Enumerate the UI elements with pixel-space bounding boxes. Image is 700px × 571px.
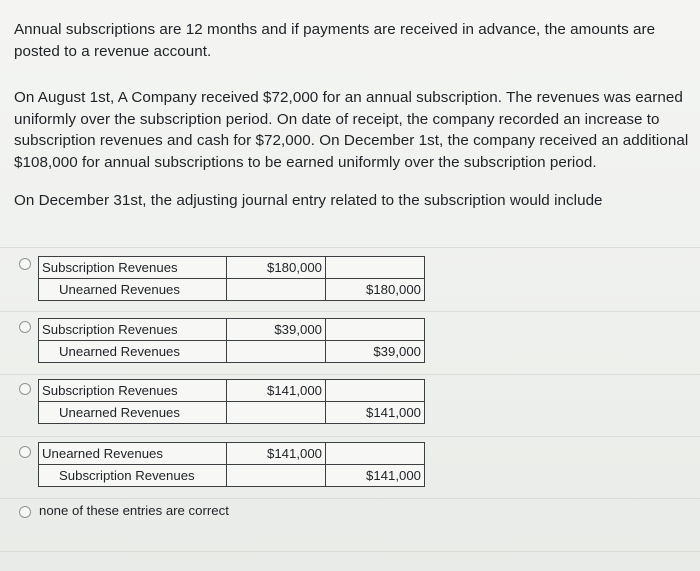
credit-amount-empty bbox=[326, 443, 425, 465]
credit-amount-empty bbox=[326, 380, 425, 402]
credit-row bbox=[39, 341, 425, 363]
divider bbox=[0, 498, 700, 499]
debit-amount-empty bbox=[227, 279, 326, 301]
credit-amount: $141,000 bbox=[326, 465, 425, 487]
credit-account: Unearned Revenues bbox=[39, 402, 227, 424]
debit-amount: $141,000 bbox=[227, 443, 326, 465]
journal-entry-table-option-3 bbox=[38, 379, 425, 424]
debit-account: Unearned Revenues bbox=[39, 443, 227, 465]
credit-row bbox=[39, 465, 425, 487]
question-paragraph-intro: Annual subscriptions are 12 months and if payments are received in advance, the amounts are posted to a revenue account. bbox=[14, 21, 656, 60]
answer-option-3[interactable] bbox=[0, 378, 700, 438]
debit-row bbox=[39, 257, 425, 279]
debit-account: Subscription Revenues bbox=[39, 380, 227, 402]
radio-button-option-1[interactable] bbox=[19, 258, 31, 270]
debit-row bbox=[39, 380, 425, 402]
radio-button-option-3[interactable] bbox=[19, 383, 31, 395]
debit-amount: $180,000 bbox=[227, 257, 326, 279]
credit-amount: $180,000 bbox=[326, 279, 425, 301]
credit-amount: $39,000 bbox=[326, 341, 425, 363]
none-option-label[interactable]: none of these entries are correct bbox=[39, 503, 229, 518]
answer-option-1[interactable] bbox=[0, 253, 700, 313]
debit-amount: $39,000 bbox=[227, 319, 326, 341]
journal-entry-table-option-4 bbox=[38, 442, 425, 487]
radio-button-option-2[interactable] bbox=[19, 321, 31, 333]
radio-button-option-none[interactable] bbox=[19, 506, 31, 518]
credit-amount: $141,000 bbox=[326, 402, 425, 424]
debit-amount-empty bbox=[227, 341, 326, 363]
debit-amount: $141,000 bbox=[227, 380, 326, 402]
radio-button-option-4[interactable] bbox=[19, 446, 31, 458]
divider bbox=[0, 247, 700, 248]
answer-option-2[interactable] bbox=[0, 316, 700, 376]
debit-account: Subscription Revenues bbox=[39, 257, 227, 279]
question-paragraph-facts: On August 1st, A Company received $72,000 for an annual subscription. The revenues was earned uniformly over the subscription period. On date of receipt, the company recorded an increase to subscription revenues and cash for $72,000. On December 1st, the company received an additional $108,000 for annual subscriptions to be earned uniformly over the subscription period. bbox=[14, 89, 689, 171]
journal-entry-table-option-1 bbox=[38, 256, 425, 301]
credit-account: Subscription Revenues bbox=[39, 465, 227, 487]
credit-amount-empty bbox=[326, 257, 425, 279]
divider bbox=[0, 551, 700, 552]
credit-row bbox=[39, 402, 425, 424]
debit-row bbox=[39, 319, 425, 341]
question-prompt: On December 31st, the adjusting journal entry related to the subscription would include bbox=[14, 192, 603, 209]
debit-amount-empty bbox=[227, 402, 326, 424]
journal-entry-table-option-2 bbox=[38, 318, 425, 363]
divider bbox=[0, 436, 700, 437]
credit-account: Unearned Revenues bbox=[39, 341, 227, 363]
divider bbox=[0, 311, 700, 312]
divider bbox=[0, 374, 700, 375]
debit-account: Subscription Revenues bbox=[39, 319, 227, 341]
debit-amount-empty bbox=[227, 465, 326, 487]
debit-row bbox=[39, 443, 425, 465]
credit-account: Unearned Revenues bbox=[39, 279, 227, 301]
answer-option-4[interactable] bbox=[0, 440, 700, 500]
credit-row bbox=[39, 279, 425, 301]
credit-amount-empty bbox=[326, 319, 425, 341]
